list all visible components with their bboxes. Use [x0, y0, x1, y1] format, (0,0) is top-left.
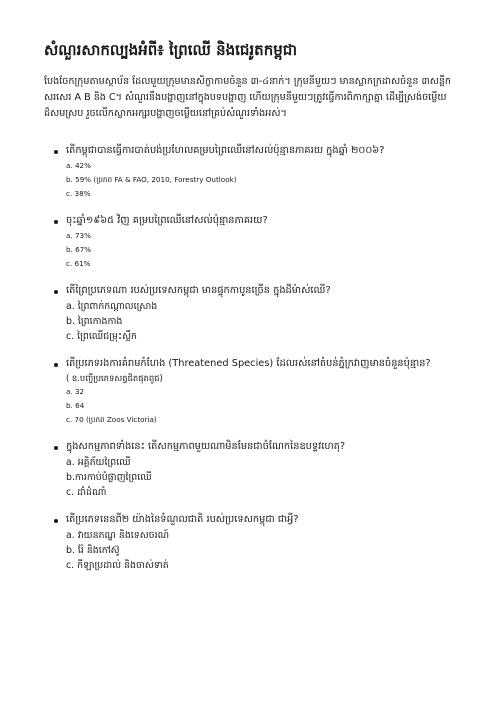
answer-option-b: b. 64	[66, 401, 85, 410]
question-text: តើព្រៃប្រភេទណា របស់ប្រទេសកម្ពុជា មានផ្ទុកកាបូនច្រើន ក្នុងដីម៉ាស់ឈើ?	[66, 285, 331, 296]
question-text: ក្នុងសកម្មភាពទាំងនេះ តើសកម្មភាពមួយណាមិនមែនជាចំណែកនៃឧបទ្ទវហេតុ?	[66, 441, 346, 452]
answer-option-a: a. ព្រៃពាក់កណ្តាលស្រោង	[66, 301, 158, 312]
answer-options	[66, 159, 456, 201]
question-item	[66, 144, 456, 201]
answer-option-b: b. ព្រៃកោងកាង	[66, 316, 123, 327]
answer-option-b: b.ការកាប់បំផ្លាញព្រៃឈើ	[66, 472, 152, 483]
intro-paragraph: បែងចែកក្រុមតាមស្ថាប័ន ដែលមួយក្រុមមានសិក្ខាកាមចំនួន ៣-៤នាក់។ ក្រុមនីមួយៗ មានស្លាកក្រដាសចំនួន ៣សន្លឹក សរសេរ A B និង C។ សំណួរនឹងបង្ហាញនៅក្នុងបទបង្ហាញ ហើយក្រុមនីមួយៗត្រូវធ្វើការពិភាក្សាគ្នា ដើម្បីស្រង់ចម្លើយដ៏សមស្រប រួចលើកស្លាកអក្សរបង្ហាញចម្លើយនៅគ្រប់សំណួរទាំងអស់។	[44, 76, 452, 119]
answer-options	[66, 528, 456, 573]
answer-option-b: b. 59% (ប្រភព FA & FAO, 2010, Forestry Outlook)	[66, 175, 237, 184]
answer-option-a: a. 32	[66, 387, 85, 396]
answer-option-c: c. 70 (ប្រភព Zoos Victoria)	[66, 415, 157, 424]
question-text: តើប្រភេទនេនពី២ យ៉ាងនៃទំណួលជាតិ របស់ប្រទេសកម្ពុជា ជាអ្វី?	[66, 514, 299, 525]
question-note: ( ឧ.បញ្ជីប្រភេទសត្វជិតផុតពូជ)	[66, 373, 163, 383]
answer-option-b: b. រ៉ែ និងកៅស៊ូ	[66, 545, 120, 556]
answer-option-c: c. ដាំដំណាំ	[66, 487, 107, 498]
answer-option-a: a. អគ្គិភ័យព្រៃឈើ	[66, 457, 131, 468]
question-list	[44, 144, 456, 573]
document-title: សំណួរសាកល្បងអំពី៖ ព្រៃឈើ និងជេរូតកម្ពុជា	[44, 41, 298, 59]
question-item	[66, 440, 456, 500]
answer-option-a: a. 73%	[66, 231, 91, 240]
question-item	[66, 513, 456, 573]
answer-options	[66, 385, 456, 427]
question-item	[66, 357, 456, 427]
question-item	[66, 284, 456, 344]
answer-option-c: c. 61%	[66, 259, 91, 268]
question-text: តើប្រភេទរងការគំរាមកំហែង (Threatened Species) ដែលរស់នៅតំបន់ភ្នំក្រវាញមានចំនួនប៉ុន្មាន?	[66, 358, 431, 369]
answer-option-a: a. វាយនភណ្ឌ និងទេសចរណ៍	[66, 530, 170, 541]
answer-option-c: c. 38%	[66, 189, 91, 198]
question-item	[66, 214, 456, 271]
question-text: ចុះឆ្នាំ១៩៦៥ វិញ គម្របព្រៃឈើនៅសល់ប៉ុន្មានភាគរយ?	[66, 215, 268, 226]
answer-option-a: a. 42%	[66, 161, 91, 170]
question-text: តើកម្ពុជាបានធ្វើការបាត់បង់ប្រហែលគម្របព្រៃឈើនៅសល់ប៉ុន្មានភាគរយ ក្នុងឆ្នាំ ២០០៦?	[66, 145, 385, 156]
answer-options	[66, 229, 456, 271]
answer-option-c: c. កីឡាប្រដាល់ និងចាស់ទាត់	[66, 560, 169, 571]
answer-option-c: c. ព្រៃឈើជម្រុះស្លឹក	[66, 331, 137, 342]
answer-option-b: b. 67%	[66, 245, 92, 254]
answer-options	[66, 299, 456, 344]
answer-options	[66, 455, 456, 500]
